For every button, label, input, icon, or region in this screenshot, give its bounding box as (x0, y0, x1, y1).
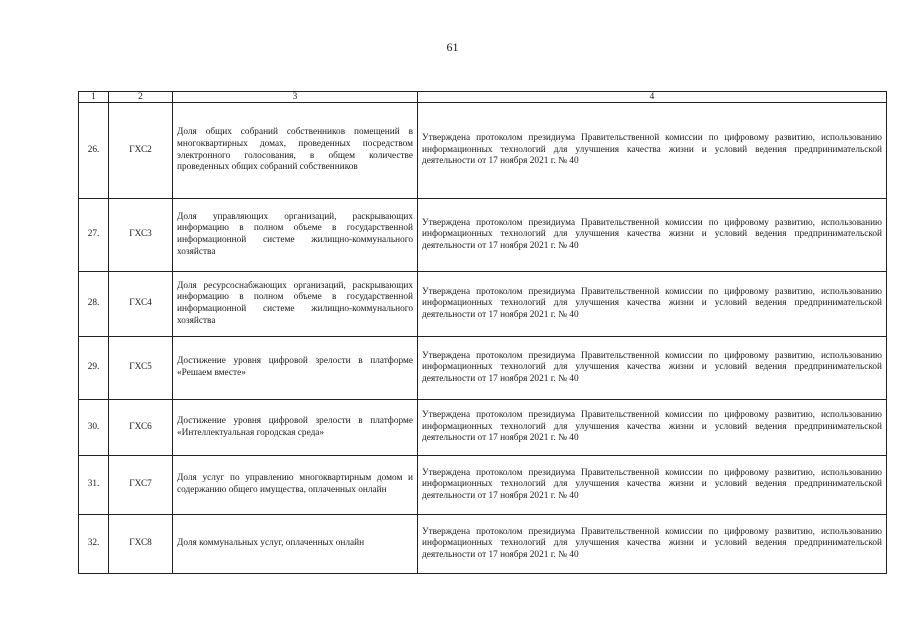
indicator-basis: Утверждена протоколом президиума Правительственной комиссии по цифровому развитию, использованию информационных технологий для улучшения качества жизни и условий ведения предпринимательской деятельности от 17 ноября 2021 г. № 40 (418, 337, 887, 400)
indicator-code: ГХС7 (109, 456, 173, 515)
indicator-name: Доля услуг по управлению многоквартирным домом и содержанию общего имущества, оплаченных онлайн (173, 456, 418, 515)
indicator-name: Доля коммунальных услуг, оплаченных онлайн (173, 515, 418, 574)
table-header-row (79, 92, 887, 103)
table-row (79, 199, 887, 272)
row-number: 30. (79, 400, 109, 456)
table-row (79, 400, 887, 456)
indicator-code: ГХС6 (109, 400, 173, 456)
indicator-name: Достижение уровня цифровой зрелости в платформе «Интеллектуальная городская среда» (173, 400, 418, 456)
indicator-code: ГХС5 (109, 337, 173, 400)
table-row (79, 515, 887, 574)
row-number: 26. (79, 103, 109, 199)
row-number: 29. (79, 337, 109, 400)
header-col-2: 2 (109, 92, 173, 103)
row-number: 32. (79, 515, 109, 574)
row-number: 31. (79, 456, 109, 515)
indicator-code: ГХС8 (109, 515, 173, 574)
indicators-table (78, 91, 887, 574)
indicator-code: ГХС4 (109, 272, 173, 337)
indicator-basis: Утверждена протоколом президиума Правительственной комиссии по цифровому развитию, использованию информационных технологий для улучшения качества жизни и условий ведения предпринимательской деятельности от 17 ноября 2021 г. № 40 (418, 400, 887, 456)
indicator-name: Достижение уровня цифровой зрелости в платформе «Решаем вместе» (173, 337, 418, 400)
indicator-name: Доля общих собраний собственников помещений в многоквартирных домах, проведенных посредством электронного голосования, в общем количестве проведенных общих собраний собственников (173, 103, 418, 199)
indicator-code: ГХС2 (109, 103, 173, 199)
indicator-basis: Утверждена протоколом президиума Правительственной комиссии по цифровому развитию, использованию информационных технологий для улучшения качества жизни и условий ведения предпринимательской деятельности от 17 ноября 2021 г. № 40 (418, 103, 887, 199)
indicator-basis: Утверждена протоколом президиума Правительственной комиссии по цифровому развитию, использованию информационных технологий для улучшения качества жизни и условий ведения предпринимательской деятельности от 17 ноября 2021 г. № 40 (418, 515, 887, 574)
table-row (79, 103, 887, 199)
header-col-4: 4 (418, 92, 887, 103)
row-number: 27. (79, 199, 109, 272)
header-col-1: 1 (79, 92, 109, 103)
indicator-basis: Утверждена протоколом президиума Правительственной комиссии по цифровому развитию, использованию информационных технологий для улучшения качества жизни и условий ведения предпринимательской деятельности от 17 ноября 2021 г. № 40 (418, 272, 887, 337)
row-number: 28. (79, 272, 109, 337)
table-row (79, 456, 887, 515)
indicator-name: Доля управляющих организаций, раскрывающих информацию в полном объеме в государственной информационной системе жилищно-коммунального хозяйства (173, 199, 418, 272)
indicator-name: Доля ресурсоснабжающих организаций, раскрывающих информацию в полном объеме в государственной информационной системе жилищно-коммунального хозяйства (173, 272, 418, 337)
table-row (79, 337, 887, 400)
indicator-code: ГХС3 (109, 199, 173, 272)
table-row (79, 272, 887, 337)
header-col-3: 3 (173, 92, 418, 103)
indicator-basis: Утверждена протоколом президиума Правительственной комиссии по цифровому развитию, использованию информационных технологий для улучшения качества жизни и условий ведения предпринимательской деятельности от 17 ноября 2021 г. № 40 (418, 456, 887, 515)
page-number: 61 (446, 40, 459, 54)
indicator-basis: Утверждена протоколом президиума Правительственной комиссии по цифровому развитию, использованию информационных технологий для улучшения качества жизни и условий ведения предпринимательской деятельности от 17 ноября 2021 г. № 40 (418, 199, 887, 272)
